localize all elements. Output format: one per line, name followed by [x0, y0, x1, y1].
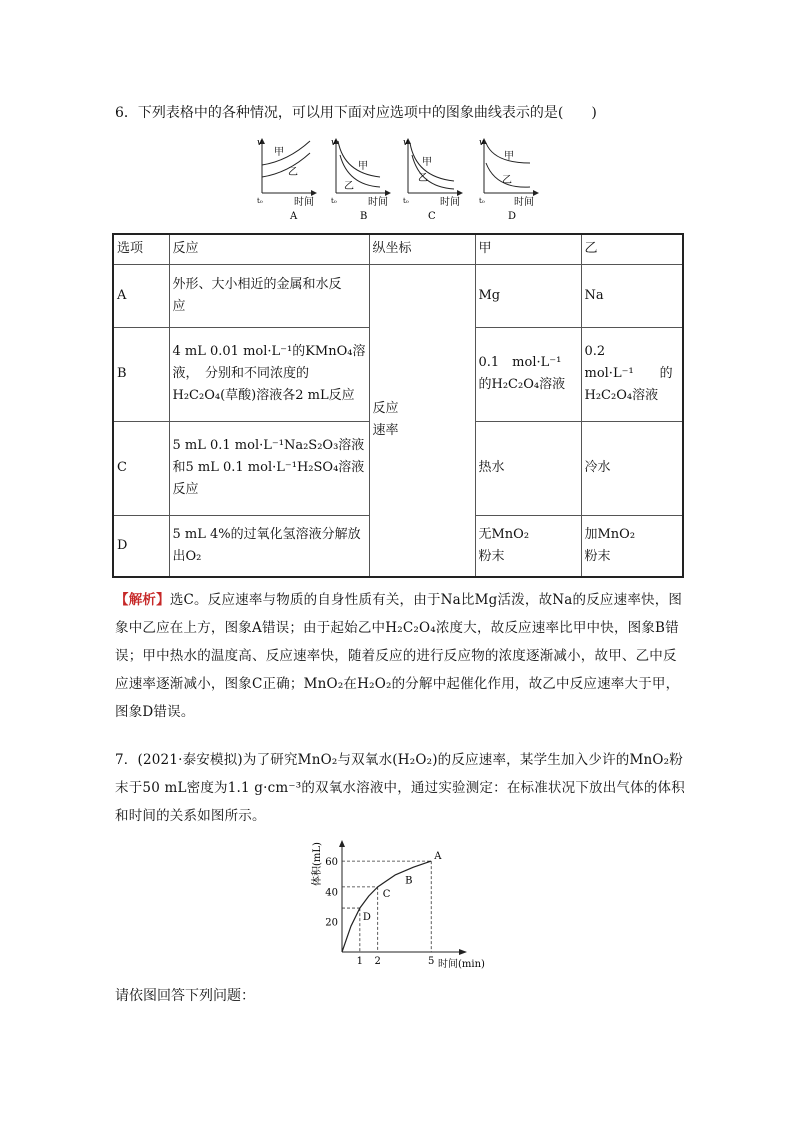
graph-a-label-jia: 甲 — [274, 147, 284, 158]
q7-stem: 7．(2021·泰安模拟)为了研究MnO₂与双氧水(H₂O₂)的反应速率，某学生加入少许的MnO₂粉末于50 mL密度为1.1 g·cm⁻³的双氧水溶液中，通过实验测定：在标准状况下放出气体的体积和时间的关系如图所示。 — [115, 752, 685, 824]
graph-b-y-label: v — [331, 138, 337, 148]
graph-d-y-label: v — [479, 138, 485, 148]
graph-a-x-label: 时间 — [294, 197, 314, 208]
point-label-c: C — [382, 888, 391, 900]
x-tick-label: 1 — [356, 956, 364, 967]
analysis-tag: 【解析】 — [115, 592, 170, 608]
x-tick-label: 2 — [374, 956, 381, 967]
row-b-jia: 0.1 mol·L⁻¹ 的H₂C₂O₄溶液 — [475, 327, 581, 421]
shared-ordinate: 反应 速率 — [369, 264, 475, 577]
table-header-row — [113, 234, 683, 264]
graph-a-label-yi: 乙 — [288, 167, 298, 178]
x-axis-arrow — [459, 949, 467, 955]
q6-table — [112, 233, 684, 578]
graph-d-label-jia: 甲 — [504, 151, 514, 162]
q7-prompt: 请依图回答下列问题： — [115, 988, 255, 1004]
y-axis-arrow — [339, 840, 345, 847]
graph-a — [257, 138, 316, 222]
graph-a-y-label: v — [257, 138, 263, 148]
graph-c-letter: C — [428, 211, 436, 222]
q6-stem: 6．下列表格中的各种情况，可以用下面对应选项中的图象曲线表示的是( ) — [115, 105, 597, 121]
row-c-jia: 热水 — [475, 421, 581, 515]
series-line — [342, 861, 431, 952]
row-c-yi: 冷水 — [581, 421, 683, 515]
graph-c-curve-jia — [410, 143, 454, 181]
graph-c-label-jia: 甲 — [422, 157, 432, 168]
graph-c-x-label: 时间 — [440, 197, 460, 208]
row-c-option: C — [113, 421, 169, 515]
q7-chart — [300, 836, 500, 971]
x-axis-label: 时间(min) — [438, 959, 485, 970]
table-row — [113, 264, 683, 327]
header-yi: 乙 — [581, 234, 683, 264]
graph-c — [403, 138, 462, 222]
point-label-a: A — [434, 851, 442, 863]
y-tick-label: 60 — [325, 857, 338, 869]
graph-a-curve-jia — [262, 141, 310, 165]
graph-d-label-yi: 乙 — [502, 175, 512, 186]
row-a-yi: Na — [581, 264, 683, 327]
q6-analysis — [115, 586, 685, 726]
graph-b-origin: t₀ — [331, 197, 337, 205]
graph-d-origin: t₀ — [479, 197, 485, 205]
row-a-reaction: 外形、大小相近的金属和水反 应 — [169, 264, 369, 327]
q6-graphs — [248, 133, 548, 225]
graph-b-label-jia: 甲 — [358, 161, 368, 172]
graph-b-letter: B — [360, 211, 368, 222]
point-label-d: D — [362, 912, 371, 924]
graph-d-letter: D — [508, 211, 517, 222]
row-a-jia: Mg — [475, 264, 581, 327]
y-tick-label: 40 — [325, 887, 338, 899]
graph-a-letter: A — [290, 211, 298, 222]
row-b-option: B — [113, 327, 169, 421]
graph-c-origin: t₀ — [403, 197, 409, 205]
graph-b-x-label: 时间 — [368, 197, 388, 208]
header-option: 选项 — [113, 234, 169, 264]
header-jia: 甲 — [475, 234, 581, 264]
row-a-option: A — [113, 264, 169, 327]
graph-c-label-yi: 乙 — [418, 173, 428, 184]
y-axis-label: 体积(mL) — [312, 842, 323, 886]
row-c-reaction: 5 mL 0.1 mol·L⁻¹Na₂S₂O₃溶液 和5 mL 0.1 mol·L⁻¹H₂SO₄溶液 反应 — [169, 421, 369, 515]
graph-d — [479, 138, 538, 222]
row-d-yi: 加MnO₂ 粉末 — [581, 515, 683, 577]
graph-b — [331, 138, 390, 222]
graph-d-x-label: 时间 — [514, 197, 534, 208]
row-b-reaction: 4 mL 0.01 mol·L⁻¹的KMnO₄溶 液， 分别和不同浓度的 H₂C₂O₄(草酸)溶液各2 mL反应 — [169, 327, 369, 421]
graph-c-y-label: v — [403, 138, 409, 148]
graph-a-curve-yi — [262, 153, 310, 177]
y-tick-label: 20 — [325, 917, 338, 929]
row-d-option: D — [113, 515, 169, 577]
point-label-b: B — [405, 875, 413, 887]
analysis-text: 选C。反应速率与物质的自身性质有关，由于Na比Mg活泼，故Na的反应速率快，图象中乙应在上方，图象A错误；由于起始乙中H₂C₂O₄浓度大，故反应速率比甲中快，图象B错误；甲中热水的温度高、反应速率快，随着反应的进行反应物的浓度逐渐减小，故甲、乙中反应速率逐渐减小，图象C正确；MnO₂在H₂O₂的分解中起催化作用，故乙中反应速率大于甲，图象D错误。 — [115, 592, 683, 720]
header-ordinate: 纵坐标 — [369, 234, 475, 264]
x-tick-label: 5 — [428, 956, 435, 967]
row-b-yi: 0.2 mol·L⁻¹ 的 H₂C₂O₄溶液 — [581, 327, 683, 421]
header-reaction: 反应 — [169, 234, 369, 264]
graph-b-label-yi: 乙 — [344, 181, 354, 192]
row-d-jia: 无MnO₂ 粉末 — [475, 515, 581, 577]
row-d-reaction: 5 mL 4%的过氧化氢溶液分解放 出O₂ — [169, 515, 369, 577]
graph-a-origin: t₀ — [257, 197, 263, 205]
